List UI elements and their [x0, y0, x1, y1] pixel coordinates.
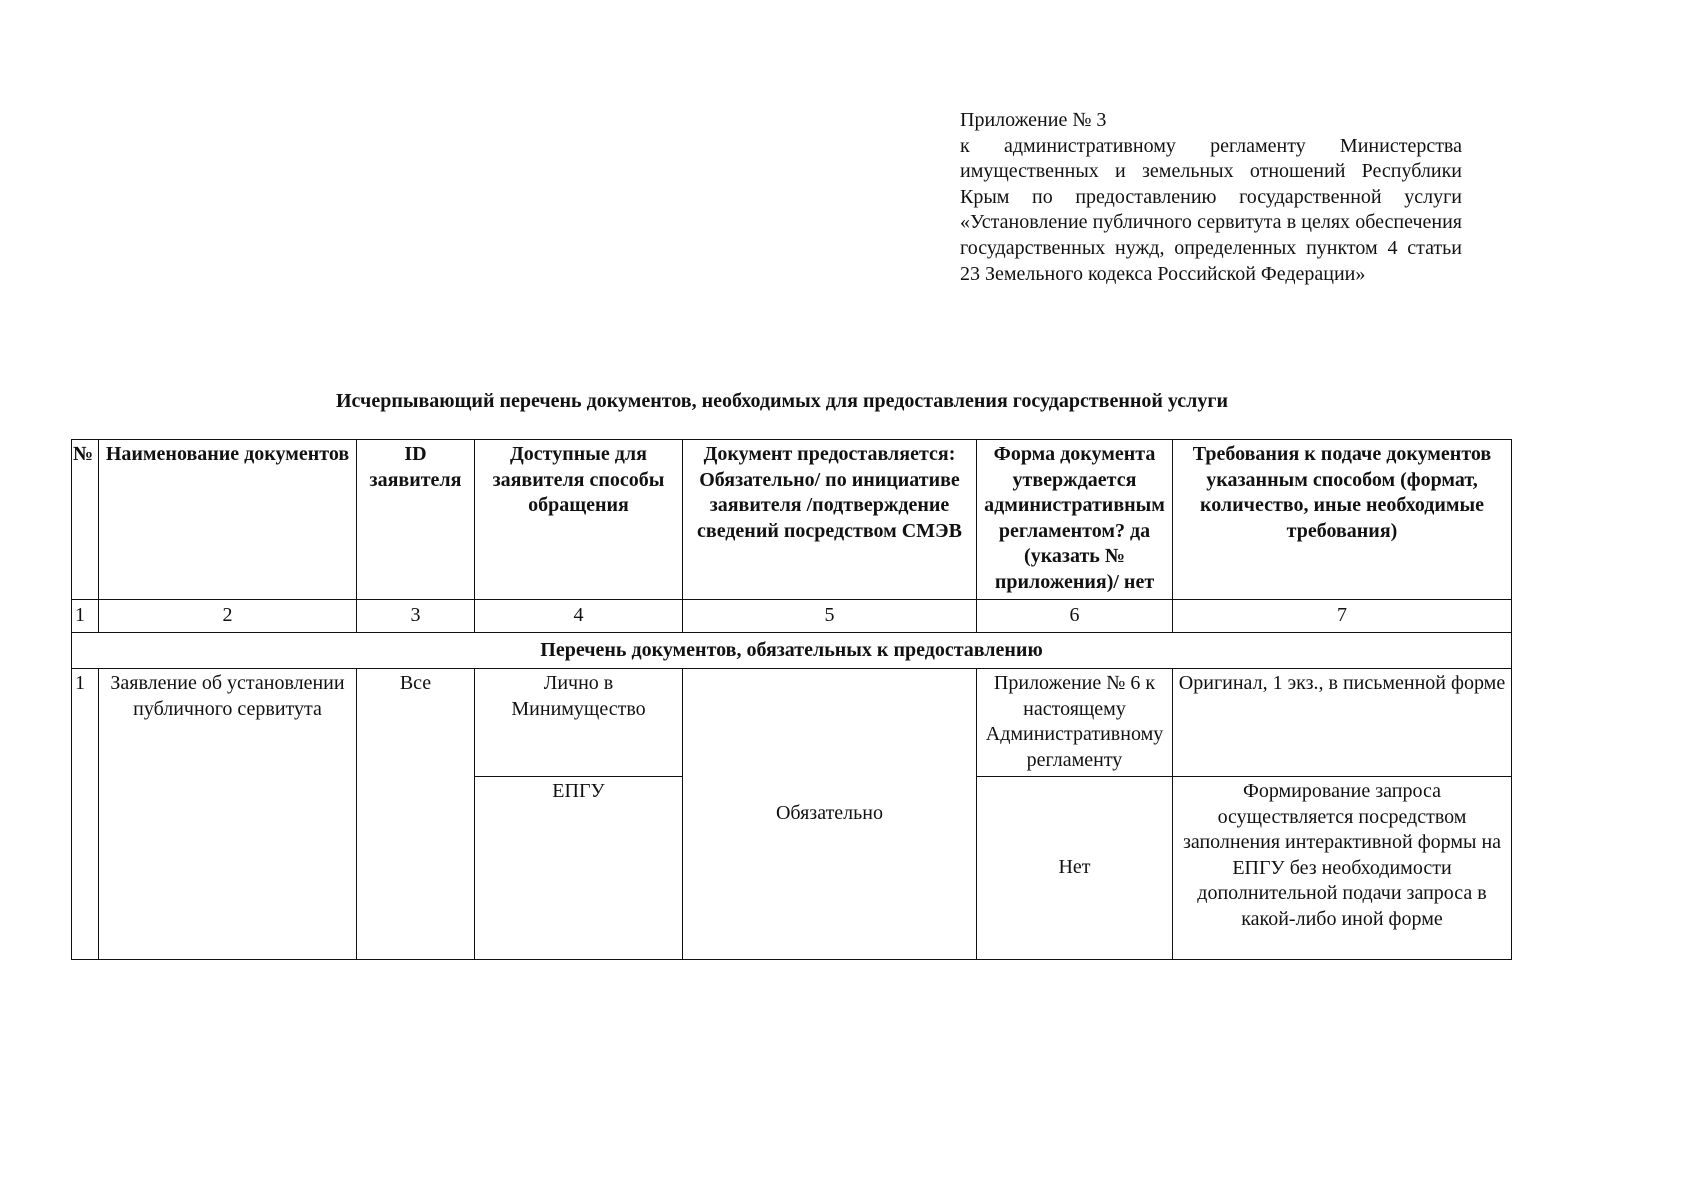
column-number: 7	[1173, 600, 1512, 633]
row-number: 1	[72, 669, 99, 960]
header-methods: Доступные для заявителя способы обращения	[475, 440, 683, 600]
header-applicant-id: ID заявителя	[357, 440, 475, 600]
document-title: Исчерпывающий перечень документов, необходимых для предоставления государственной услуги	[336, 390, 1228, 412]
column-number: 3	[357, 600, 475, 633]
header-number: №	[72, 440, 99, 600]
method-in-person-cell: Лично в Минимущество	[475, 669, 683, 777]
form-appendix-cell: Приложение № 6 к настоящему Административному регламенту	[977, 669, 1173, 777]
appendix-title: Приложение № 3	[960, 109, 1107, 131]
appendix-block	[960, 108, 1462, 287]
column-number: 1	[72, 600, 99, 633]
document-name-cell: Заявление об установлении публичного сервитута	[99, 669, 357, 960]
section-row	[72, 633, 1512, 669]
applicant-id-cell: Все	[357, 669, 475, 960]
header-document-name: Наименование документов	[99, 440, 357, 600]
documents-table	[71, 439, 1512, 960]
column-number: 4	[475, 600, 683, 633]
appendix-text: к административному регламенту Министерства имущественных и земельных отношений Республики Крым по предоставлению государственной услуги «Установление публичного сервитута в целях обеспечения государственных нужд, определенных пунктом 4 статьи 23 Земельного кодекса Российской Федерации»	[960, 134, 1462, 285]
requirement-original-cell: Оригинал, 1 экз., в письменной форме	[1173, 669, 1512, 777]
column-number: 2	[99, 600, 357, 633]
column-number: 5	[683, 600, 977, 633]
column-number: 6	[977, 600, 1173, 633]
requirement-epgu-cell: Формирование запроса осуществляется посредством заполнения интерактивной формы на ЕПГУ без необходимости дополнительной подачи запроса в какой-либо иной форме	[1173, 777, 1512, 960]
method-epgu-cell: ЕПГУ	[475, 777, 683, 960]
column-number-row	[72, 600, 1512, 633]
header-requirements: Требования к подаче документов указанным способом (формат, количество, иные необходимые требования)	[1173, 440, 1512, 600]
header-provision: Документ предоставляется: Обязательно/ по инициативе заявителя /подтверждение сведений посредством СМЭВ	[683, 440, 977, 600]
header-row	[72, 440, 1512, 600]
header-form: Форма документа утверждается административным регламентом? да (указать № приложения)/ нет	[977, 440, 1173, 600]
section-title: Перечень документов, обязательных к предоставлению	[72, 633, 1512, 669]
form-none-cell: Нет	[977, 777, 1173, 960]
mandatory-cell: Обязательно	[683, 669, 977, 960]
table-row	[72, 669, 1512, 777]
